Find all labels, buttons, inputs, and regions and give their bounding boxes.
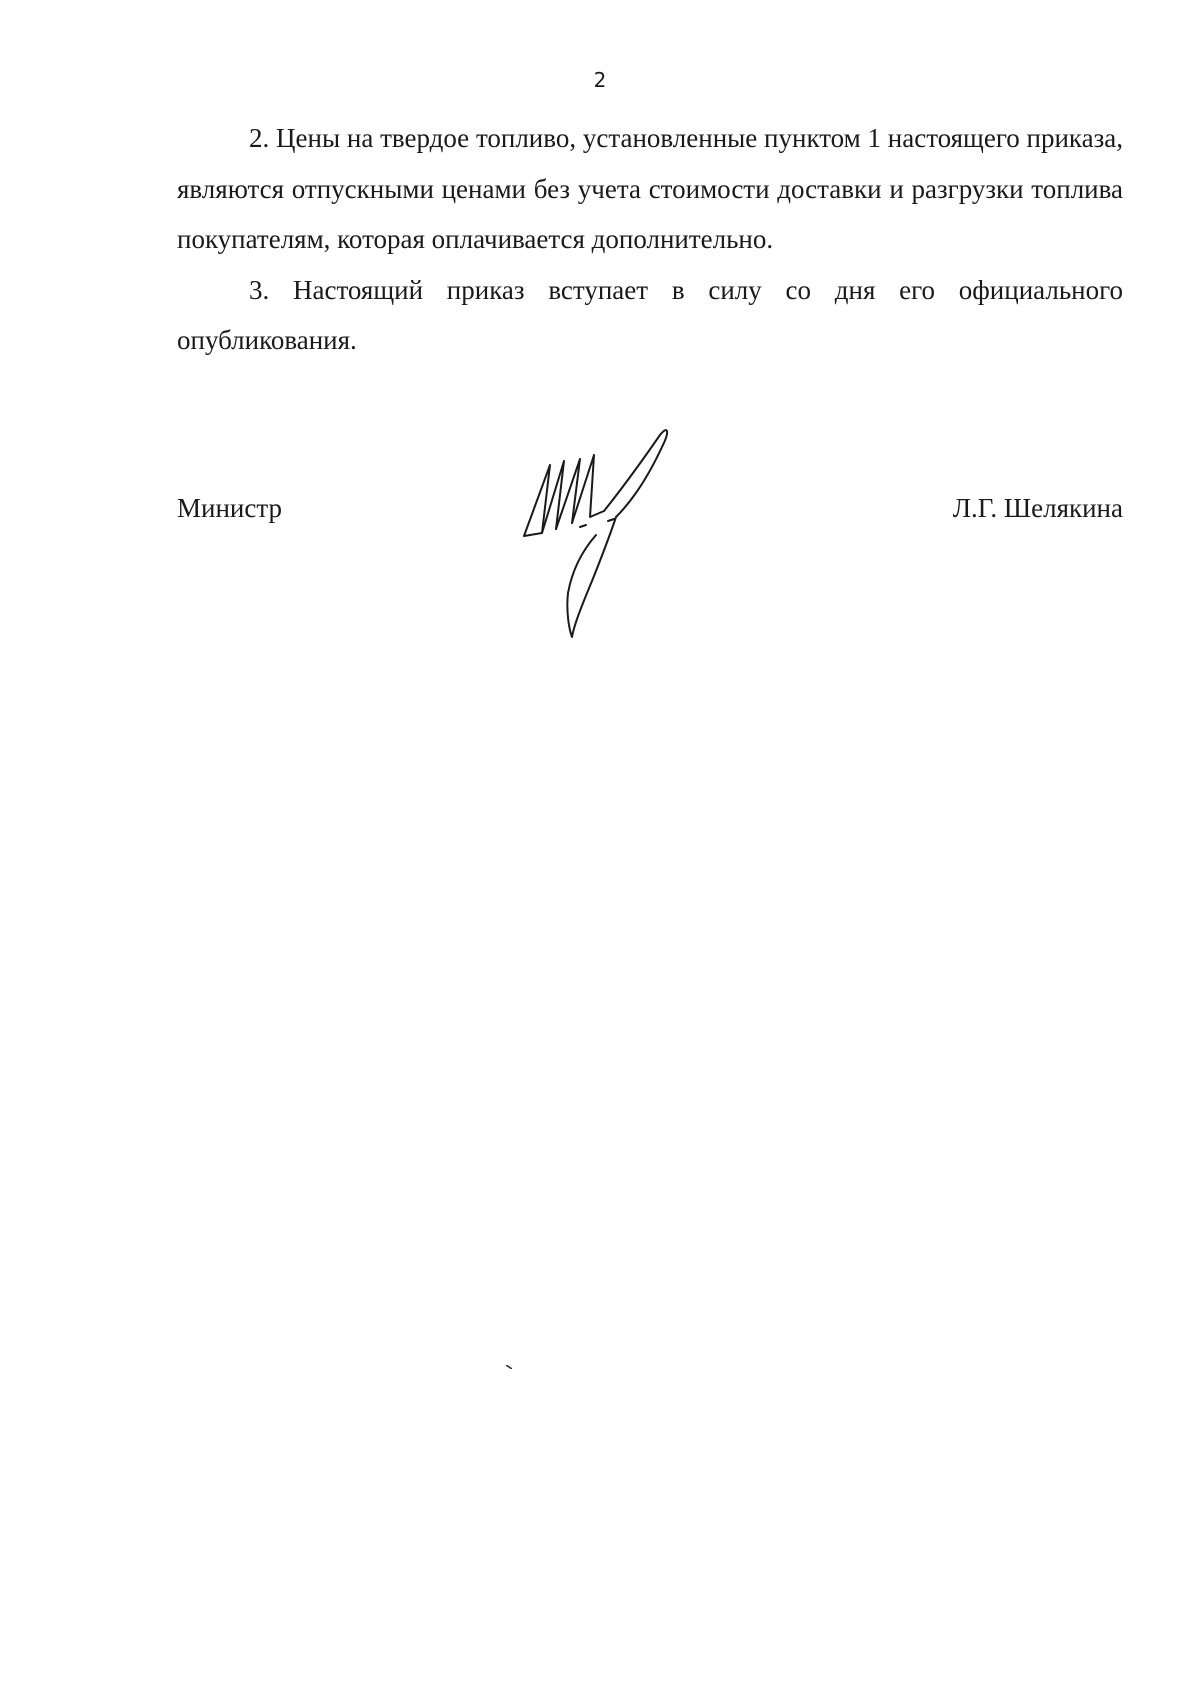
signer-name: Л.Г. Шелякина	[952, 493, 1123, 523]
paragraph-item-3: 3. Настоящий приказ вступает в силу со дня его официального опубликования.	[177, 274, 1123, 355]
page-number: 2	[593, 68, 607, 92]
scan-speck	[506, 1365, 512, 1369]
document-body	[177, 113, 1123, 366]
paragraph-item-2: 2. Цены на твердое топливо, установленные пунктом 1 настоящего приказа, являются отпускными ценами без учета стоимости доставки и разгрузки топлива покупателям, которая оплачивается дополнительно.	[177, 123, 1123, 254]
handwritten-signature	[520, 425, 690, 640]
signer-title: Министр	[177, 493, 282, 523]
